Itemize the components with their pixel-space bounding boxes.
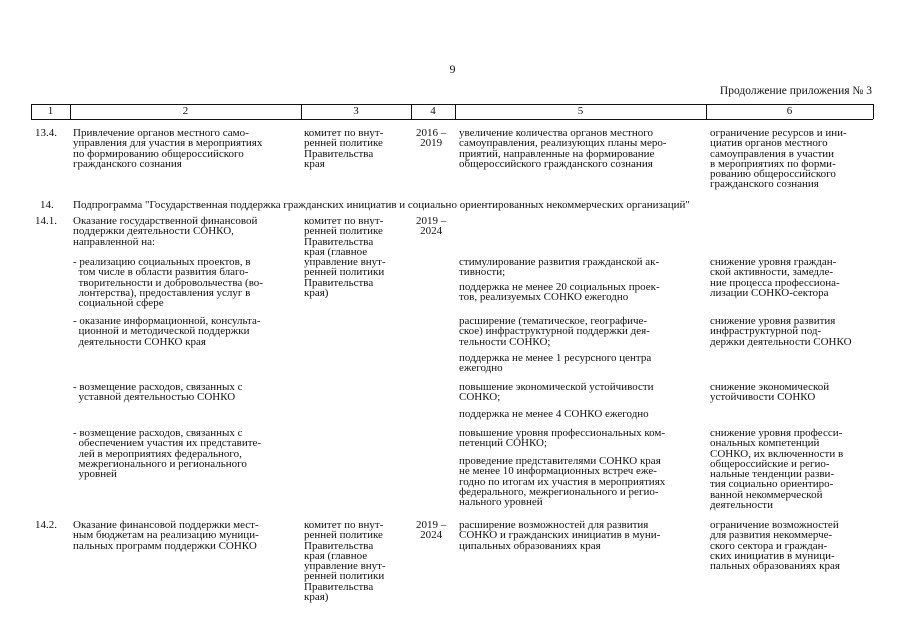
consequence-text: снижение уровня граждан- ской активности, замедле- ние процесса профессиона- лизации СОНКО-сектора: [710, 256, 840, 299]
column-header-4: 4: [430, 105, 436, 117]
activity-subitem: - возмещение расходов, связанных с уставной деятельностью СОНКО: [73, 381, 243, 404]
activity-subitem: - реализацию социальных проектов, в том числе в области развития благо- творительности и добровольчества (во- лонтерства), предоставления услуг в социальной сфере: [73, 256, 263, 310]
result-text: проведение представителями СОНКО края не менее 10 информационных встреч еже- годно по итогам их участия в мероприятиях федерального, межрегионального и регио- нального уровней: [459, 455, 666, 509]
result-text: расширение возможностей для развития СОНКО и гражданских инициатив в муни- ципальных образованиях края: [459, 519, 661, 552]
executor-text: комитет по внут- ренней политике Правительства края (главное управление внут- ренней политики Правительства края): [304, 519, 386, 604]
result-text: стимулирование развития гражданской ак- тивности;: [459, 256, 660, 279]
period-text: 2019 – 2024: [416, 519, 447, 542]
result-text: поддержка не менее 20 социальных проек- тов, реализуемых СОНКО ежегодно: [459, 281, 660, 304]
result-text: увеличение количества органов местного самоуправления, реализующих планы меро- приятий, направленные на формирование общероссийского гражданского сознания: [459, 127, 667, 170]
row-number: 14.1.: [35, 215, 57, 227]
consequence-text: снижение уровня развития инфраструктурной под- держки деятельности СОНКО: [710, 315, 852, 348]
column-header-5: 5: [577, 105, 584, 117]
period-text: 2019 – 2024: [416, 215, 447, 238]
activity-text: Оказание финансовой поддержки мест- ным бюджетам на реализацию муници- пальных программ поддержки СОНКО: [73, 519, 259, 552]
executor-text: комитет по внут- ренней политике Правительства края: [304, 127, 384, 170]
result-text: поддержка не менее 4 СОНКО ежегодно: [459, 408, 649, 420]
consequence-text: ограничение ресурсов и ини- циатив органов местного самоуправления в участии в мероприятиях по форми- рованию общероссийского гражданского сознания: [710, 127, 847, 191]
column-header-2: 2: [182, 105, 189, 117]
continuation-label: Продолжение приложения № 3: [719, 85, 872, 97]
period-text: 2016 – 2019: [416, 127, 447, 150]
row-number: 14.: [40, 199, 54, 211]
activity-subitem: - возмещение расходов, связанных с обеспечением участия их представите- лей в мероприятиях федерального, межрегионального и регионального уровней: [73, 427, 262, 481]
page-number: 9: [449, 62, 456, 76]
executor-text: комитет по внут- ренней политике Правительства края (главное управление внут- ренней политики Правительства края): [304, 215, 386, 300]
table-header-bottom-border: [31, 119, 873, 120]
consequence-text: снижение экономической устойчивости СОНКО: [710, 381, 830, 404]
consequence-text: снижение уровня професси- ональных компетенций СОНКО, их включенности в общероссийские и регио- нальные тенденции разви- тия социально ориентиро- ванной некоммерческой деятельности: [710, 427, 844, 512]
row-number: 13.4.: [35, 127, 57, 139]
column-header-6: 6: [786, 105, 793, 117]
subprogram-title: Подпрограмма "Государственная поддержка гражданских инициатив и социально ориентированных некоммерческих организаций": [73, 199, 690, 211]
result-text: расширение (тематическое, географиче- ское) инфраструктурной поддержки дея- тельности СОНКО;: [459, 315, 650, 348]
result-text: поддержка не менее 1 ресурсного центра ежегодно: [459, 352, 652, 375]
activity-subitem: - оказание информационной, консульта- ционной и методической поддержки деятельности СОНКО края: [73, 315, 261, 348]
column-header-3: 3: [353, 105, 359, 117]
col-divider: [873, 104, 874, 119]
row-number: 14.2.: [35, 519, 57, 531]
column-header-1: 1: [47, 105, 54, 117]
consequence-text: ограничение возможностей для развития некоммерче- ского сектора и граждан- ских инициатив в муници- пальных образованиях края: [710, 519, 840, 573]
activity-text: Оказание государственной финансовой поддержки деятельности СОНКО, направленной на:: [73, 215, 258, 248]
activity-text: Привлечение органов местного само- управления для участия в мероприятиях по формированию общероссийского гражданского сознания: [73, 127, 263, 170]
result-text: повышение уровня профессиональных ком- петенций СОНКО;: [459, 427, 666, 450]
result-text: повышение экономической устойчивости СОНКО;: [459, 381, 654, 404]
